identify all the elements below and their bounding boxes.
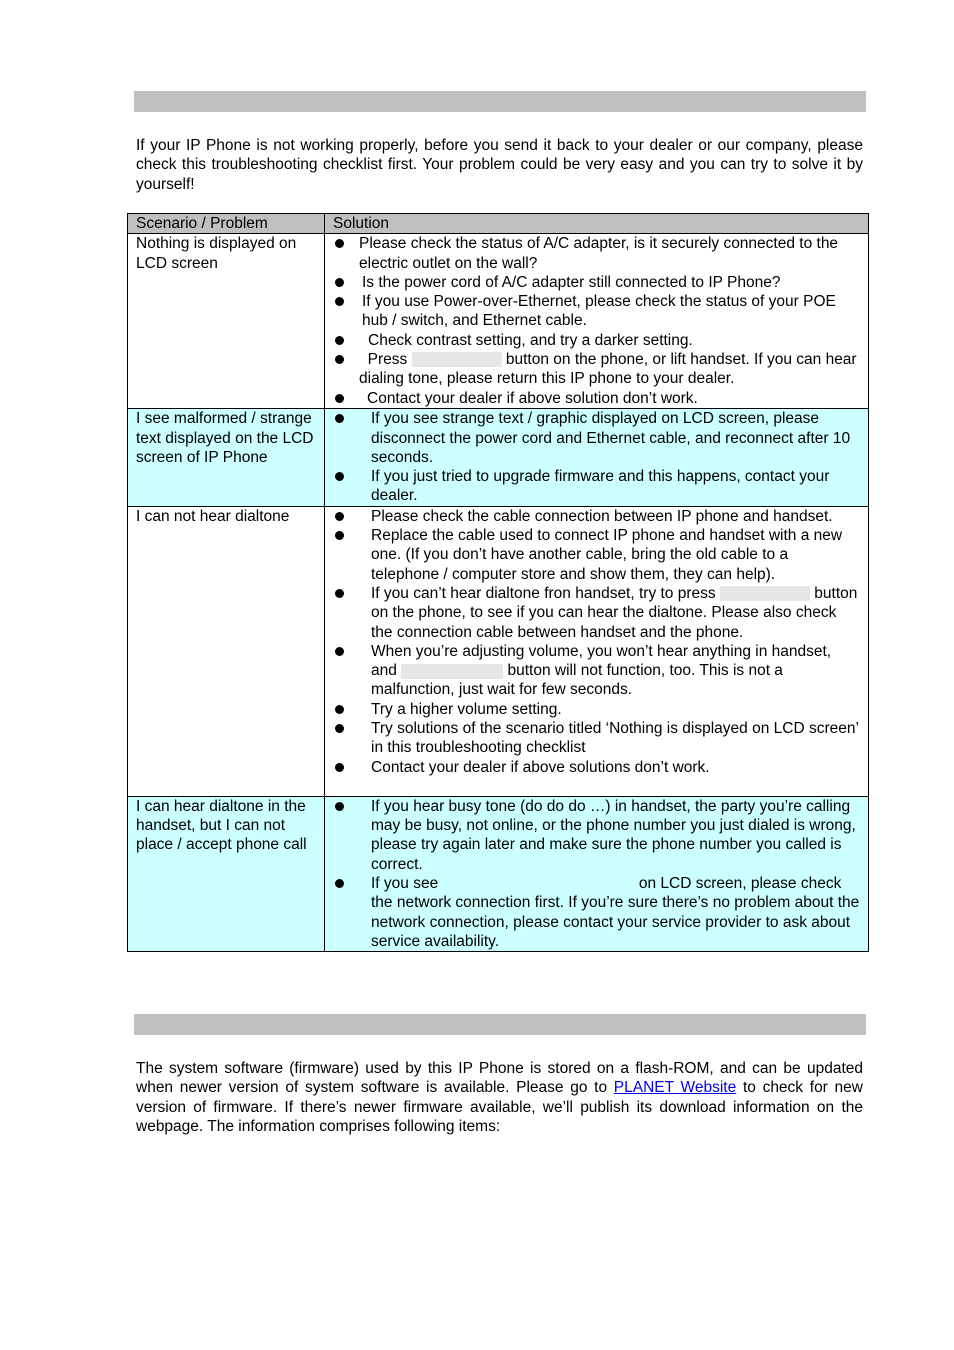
scenario-cell: I can not hear dialtone [128, 506, 325, 796]
list-item: If you use Power-over-Ethernet, please check the status of your POE hub / switch, and Ethernet cable. [333, 292, 860, 331]
key-placeholder [412, 352, 502, 367]
table-row [128, 234, 869, 409]
bullet-icon [335, 531, 344, 540]
solution-list [333, 409, 860, 505]
key-placeholder [720, 586, 810, 601]
list-item: If you see on LCD screen, please check the network connection first. If you’re sure there’s no problem about the network connection, please contact your service provider to ask about service availability. [333, 874, 860, 951]
list-item: Please check the status of A/C adapter, is it securely connected to the electric outlet on the wall? [333, 234, 860, 273]
list-item: If you can’t hear dialtone fron handset, try to press button on the phone, to see if you can hear the dialtone. Please also check the connection cable between handset and the phone. [333, 584, 860, 642]
key-placeholder [401, 664, 503, 679]
solution-list [333, 234, 860, 408]
table-row [128, 796, 869, 951]
bullet-icon [335, 647, 344, 656]
list-item: If you hear busy tone (do do do …) in handset, the party you’re calling may be busy, not online, or the phone number you just dialed is wrong, please try again later and make sure the phone number you called is correct. [333, 797, 860, 874]
solution-cell [325, 234, 869, 409]
bullet-icon [335, 355, 344, 364]
planet-website-link[interactable]: PLANET Website [613, 1079, 737, 1097]
section-header-bar [134, 91, 866, 112]
bullet-icon [335, 705, 344, 714]
list-item: Contact your dealer if above solution don’t work. [333, 389, 860, 408]
bullet-icon [335, 512, 344, 521]
firmware-paragraph: The system software (firmware) used by this IP Phone is stored on a flash-ROM, and can be updated when newer version of system software is available. Please go to PLANET Website to check for new version of firmware. If there’s newer firmware available, we’ll publish its download information on the webpage. The information comprises following items: [136, 1060, 863, 1135]
solution-cell [325, 796, 869, 951]
table-row [128, 409, 869, 506]
solution-cell [325, 409, 869, 506]
section-header-bar [134, 1014, 866, 1035]
solution-list [333, 507, 860, 777]
list-item: If you see strange text / graphic displayed on LCD screen, please disconnect the power cord and Ethernet cable, and reconnect after 10 seconds. [333, 409, 860, 467]
scenario-cell: I see malformed / strange text displayed on the LCD screen of IP Phone [128, 409, 325, 506]
bullet-icon [335, 297, 344, 306]
bullet-icon [335, 472, 344, 481]
list-item: Contact your dealer if above solutions don’t work. [333, 758, 860, 777]
column-header-scenario: Scenario / Problem [128, 214, 325, 234]
bullet-icon [335, 589, 344, 598]
solution-cell [325, 506, 869, 796]
list-item: Please check the cable connection between IP phone and handset. [333, 507, 860, 526]
list-item: Press button on the phone, or lift handset. If you can hear dialing tone, please return this IP phone to your dealer. [333, 350, 860, 389]
column-header-solution: Solution [325, 214, 869, 234]
bullet-icon [335, 802, 344, 811]
list-item: Try solutions of the scenario titled ‘Nothing is displayed on LCD screen’ in this troubleshooting checklist [333, 719, 860, 758]
list-item: Check contrast setting, and try a darker setting. [333, 331, 860, 350]
list-item: If you just tried to upgrade firmware and this happens, contact your dealer. [333, 467, 860, 506]
bullet-icon [335, 414, 344, 423]
bullet-icon [335, 879, 344, 888]
table-row [128, 506, 869, 796]
scenario-cell: Nothing is displayed on LCD screen [128, 234, 325, 409]
bullet-icon [335, 394, 344, 403]
list-item: When you’re adjusting volume, you won’t hear anything in handset, and button will not function, too. This is not a malfunction, just wait for few seconds. [333, 642, 860, 700]
list-item: Try a higher volume setting. [333, 700, 860, 719]
bullet-icon [335, 278, 344, 287]
list-item: Replace the cable used to connect IP phone and handset with a new one. (If you don’t have another cable, bring the old cable to a telephone / computer store and show them, they can help). [333, 526, 860, 584]
intro-paragraph: If your IP Phone is not working properly, before you send it back to your dealer or our company, please check this troubleshooting checklist first. Your problem could be very easy and you can try to solve it by yourself! [136, 137, 863, 193]
bullet-icon [335, 724, 344, 733]
list-item: Is the power cord of A/C adapter still connected to IP Phone? [333, 273, 860, 292]
table-header-row [128, 214, 869, 234]
bullet-icon [335, 336, 344, 345]
troubleshooting-table [127, 213, 869, 952]
solution-list [333, 797, 860, 951]
bullet-icon [335, 763, 344, 772]
bullet-icon [335, 239, 344, 248]
scenario-cell: I can hear dialtone in the handset, but I can not place / accept phone call [128, 796, 325, 951]
message-placeholder [443, 876, 635, 891]
